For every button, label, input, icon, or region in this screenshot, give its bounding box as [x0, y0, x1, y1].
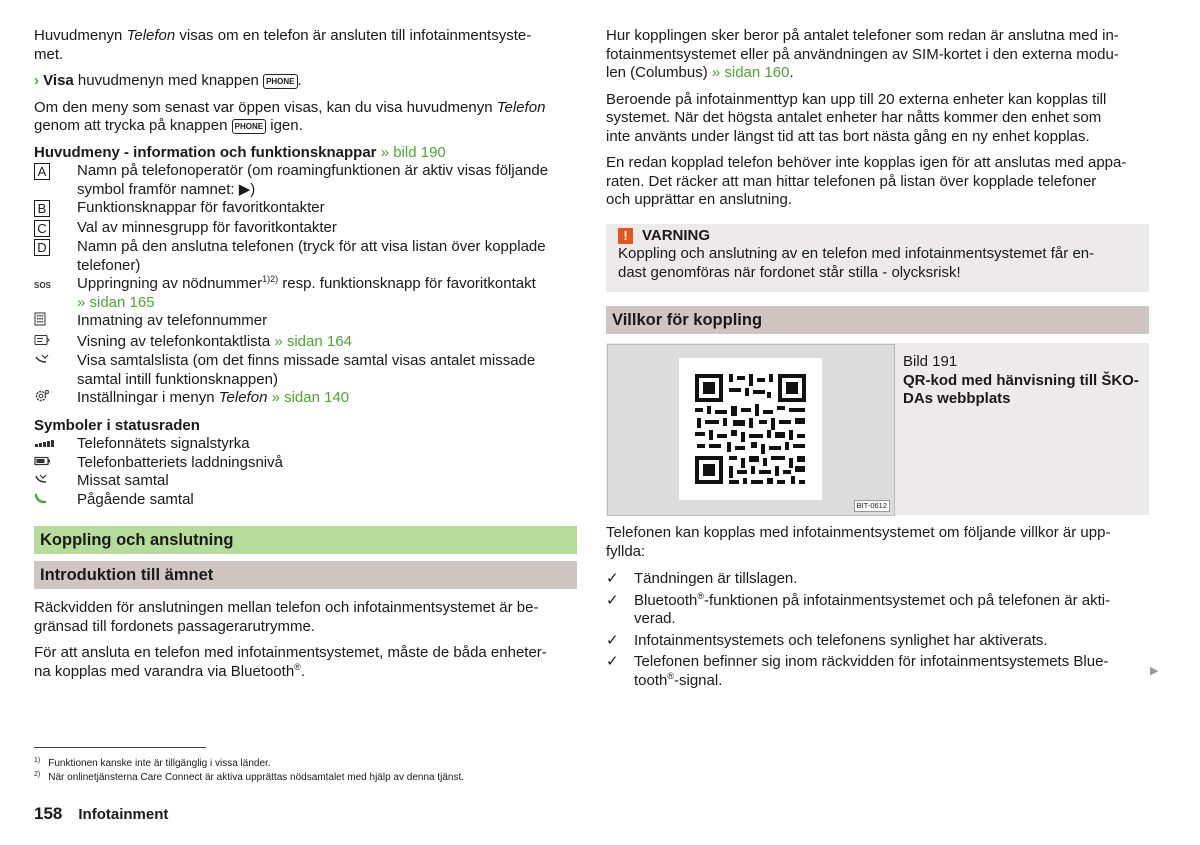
body-paragraph: Telefonen kan kopplas med infotainmentsystemet om följande villkor är upp- fyllda:: [606, 524, 1111, 560]
settings-icon: [34, 394, 50, 406]
list-item: D Namn på den anslutna telefonen (tryck för att visa listan över kopplade telefoner): [34, 238, 577, 275]
list-item: Pågående samtal: [34, 491, 577, 510]
checkmark-icon: ✓: [606, 631, 619, 649]
body-paragraph: Hur kopplingen sker beror på antalet telefoner som redan är anslutna med in- fotainmentsystemet eller på användningen av SIM-kortet i den externa modu- len (Columbus) » sidan 160.: [606, 27, 1119, 81]
status-heading: Symboler i statusraden: [34, 416, 200, 434]
contacts-icon: [34, 337, 50, 349]
check-item: ✓ Telefonen befinner sig inom räckvidden för infotainmentsystemets Blue- tooth®-signal.: [606, 653, 1109, 689]
missed-call-icon: [34, 472, 50, 489]
battery-icon: [34, 454, 52, 471]
menu-heading: Huvudmeny - information och funktionsknappar » bild 190: [34, 143, 446, 161]
footnote-divider: [34, 747, 206, 748]
action-arrow-icon: ›: [34, 72, 39, 89]
section-title: Villkor för koppling: [606, 306, 1149, 334]
qr-code-icon: [679, 358, 822, 500]
figure-code: BIT-0612: [854, 500, 890, 512]
list-item: A Namn på telefonoperatör (om roamingfunktionen är aktiv visas följande symbol framför namnet: ▶): [34, 162, 577, 199]
warning-title: VARNING: [642, 226, 711, 244]
check-item: ✓ Bluetooth®-funktionen på infotainmentsystemet och på telefonen är akti- verad.: [606, 590, 1111, 627]
body-paragraph: Beroende på infotainmenttyp kan upp till 20 externa enheter kan kopplas till systemet. När det högsta antalet enheter har nåtts kommer den enhet som inte använts under längst tid att tas bort nästa gång en ny enhet kopplas.: [606, 90, 1107, 145]
page-footer: [34, 805, 168, 825]
figure-caption: Bild 191 QR-kod med hänvisning till ŠKO- DAs webbplats: [903, 353, 1139, 407]
footnote: $^{1)}$ Funktionen kanske inte är tillgänglig i vissa länder.: [34, 756, 271, 769]
footnotes: [34, 747, 577, 785]
check-item: ✓ Tändningen är tillslagen.: [606, 570, 798, 587]
warning-box: [606, 224, 1149, 293]
page-link[interactable]: » sidan 140: [267, 389, 350, 406]
list-item: C Val av minnesgrupp för favoritkontakter: [34, 219, 577, 239]
left-column: [34, 27, 577, 689]
body-paragraph: En redan kopplad telefon behöver inte kopplas igen för att anslutas med appa- raten. Det räcker att man hittar telefonen på listan över kopplade telefoner och upprättar en anslutning.: [606, 154, 1127, 208]
figure-image: [607, 344, 895, 516]
phone-key-icon: PHONE: [263, 74, 297, 89]
list-item: B Funktionsknappar för favoritkontakter: [34, 199, 577, 219]
checkmark-icon: ✓: [606, 591, 619, 609]
intro-paragraph-2: Om den meny som senast var öppen visas, kan du visa huvudmenyn Telefon genom att trycka på knappen PHONE igen.: [34, 98, 546, 134]
list-item: Inmatning av telefonnummer: [34, 312, 577, 333]
page-link[interactable]: » sidan 164: [274, 332, 352, 350]
right-column: [606, 27, 1149, 693]
checkmark-icon: ✓: [606, 653, 619, 670]
list-item: Visa samtalslista (om det finns missade samtal visas antalet missade samtal intill funktionsknappen): [34, 352, 577, 389]
list-item: Inställningar i menyn Telefon » sidan 140: [34, 389, 577, 410]
list-item: Visning av telefonkontaktlista » sidan 164: [34, 333, 577, 353]
page-link[interactable]: » sidan 160: [711, 64, 790, 81]
list-item: Telefonbatteriets laddningsnivå: [34, 454, 577, 473]
section-title: Koppling och anslutning: [34, 526, 577, 554]
call-list-icon: [34, 356, 50, 368]
list-item: SOS Uppringning av nödnummer$^{1)2)}$ resp. funktionsknapp för favoritkontakt » sidan 165: [34, 274, 536, 311]
list-item: Missat samtal: [34, 472, 577, 491]
warning-text: Koppling och anslutning av en telefon med infotainmentsystemet får en- dast genomföras när fordonet står stilla - olycksrisk!: [618, 245, 1095, 281]
checkmark-icon: ✓: [606, 570, 619, 587]
intro-paragraph-1: Huvudmenyn Telefon visas om en telefon är ansluten till infotainmentsyste- met.: [34, 27, 532, 63]
phone-key-icon: PHONE: [232, 119, 266, 134]
subsection-title: Introduktion till ämnet: [34, 561, 577, 589]
warning-icon: !: [618, 228, 633, 244]
continue-arrow-icon: ▶: [1150, 665, 1159, 677]
check-item: ✓ Infotainmentsystemets och telefonens synlighet har aktiverats.: [606, 631, 1048, 649]
list-item: Telefonnätets signalstyrka: [34, 435, 577, 454]
signal-icon: [34, 435, 56, 452]
page-link[interactable]: » sidan 165: [77, 293, 155, 311]
footnote: $^{2)}$ När onlinetjänsterna Care Connect är aktiva upprättas nödsamtalet med hjälp av denna tjänst.: [34, 770, 465, 783]
body-paragraph: För att ansluta en telefon med infotainmentsystemet, måste de båda enheter- na kopplas med varandra via Bluetooth®.: [34, 644, 547, 680]
page-number: 158: [34, 804, 63, 823]
keypad-icon: [34, 317, 46, 329]
sos-icon: SOS: [34, 281, 51, 290]
chapter-name: Infotainment: [78, 806, 169, 823]
figure-link[interactable]: » bild 190: [380, 143, 446, 161]
action-instruction: › Visa huvudmenyn med knappen PHONE .: [34, 72, 302, 89]
call-icon: [34, 491, 48, 508]
body-paragraph: Räckvidden för anslutningen mellan telefon och infotainmentsystemet är be- gränsad till fordonets passagerarutrymme.: [34, 599, 539, 635]
figure-191: [606, 343, 1149, 515]
